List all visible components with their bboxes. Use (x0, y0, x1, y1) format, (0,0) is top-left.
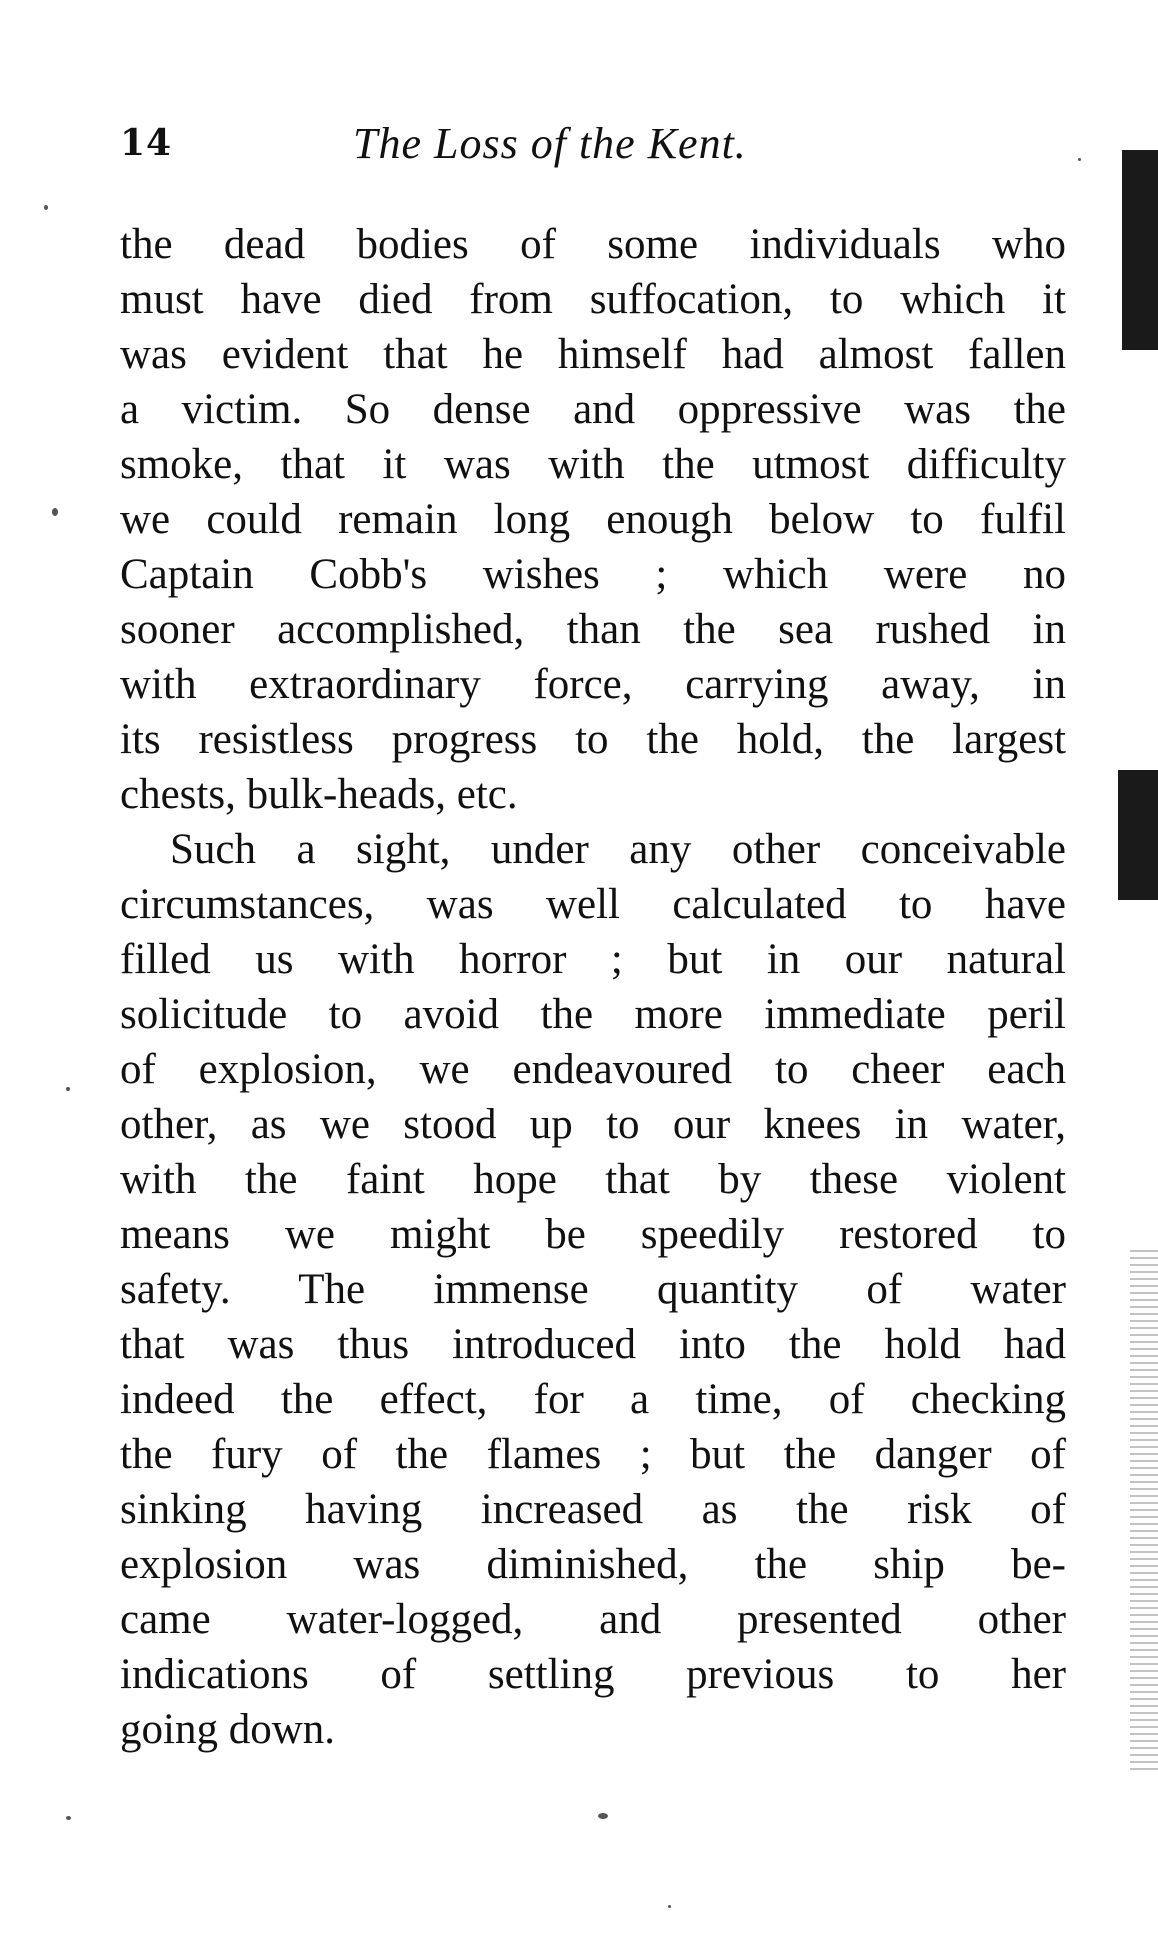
text-line: was evident that he himself had almost fallen (120, 331, 1066, 378)
scan-speck (66, 1816, 71, 1820)
text-line: going down. (120, 1706, 335, 1753)
text-line: other, as we stood up to our knees in water, (120, 1101, 1066, 1148)
scan-speck (598, 1813, 608, 1819)
scan-speck (44, 205, 48, 210)
scan-speck (52, 508, 58, 516)
text-line: came water-logged, and presented other (120, 1596, 1066, 1643)
text-line: sinking having increased as the risk of (120, 1486, 1066, 1533)
text-line: solicitude to avoid the more immediate peril (120, 991, 1066, 1038)
scan-edge-mark-middle (1118, 770, 1158, 900)
scan-speck (668, 1905, 671, 1908)
running-title: The Loss of the Kent. (353, 119, 747, 168)
text-line: the fury of the flames ; but the danger of (120, 1431, 1066, 1478)
text-line: with extraordinary force, carrying away, in (120, 661, 1066, 708)
text-line: filled us with horror ; but in our natural (120, 936, 1066, 983)
text-line: indeed the effect, for a time, of checking (120, 1376, 1066, 1423)
text-line: that was thus introduced into the hold had (120, 1321, 1066, 1368)
scan-speck (1078, 158, 1081, 161)
text-line: sooner accomplished, than the sea rushed in (120, 606, 1066, 653)
text-line: with the faint hope that by these violent (120, 1156, 1066, 1203)
text-line: the dead bodies of some individuals who (120, 221, 1066, 268)
text-line: we could remain long enough below to fulfil (120, 496, 1066, 543)
text-line: chests, bulk-heads, etc. (120, 771, 518, 818)
text-line: must have died from suffocation, to which it (120, 276, 1066, 323)
text-line: means we might be speedily restored to (120, 1211, 1066, 1258)
body-text (120, 217, 1066, 1757)
text-line: a victim. So dense and oppressive was the (120, 386, 1066, 433)
text-line: smoke, that it was with the utmost difficulty (120, 441, 1066, 488)
text-line: its resistless progress to the hold, the largest (120, 716, 1066, 763)
text-line: explosion was diminished, the ship be- (120, 1541, 1066, 1588)
scan-speck (66, 1087, 70, 1091)
text-line: of explosion, we endeavoured to cheer each (120, 1046, 1066, 1093)
page-number: 14 (120, 122, 173, 164)
scan-edge-noise (1130, 1250, 1158, 1770)
text-line: Captain Cobb's wishes ; which were no (120, 551, 1066, 598)
text-line: circumstances, was well calculated to have (120, 881, 1066, 928)
text-line: indications of settling previous to her (120, 1651, 1066, 1698)
text-line: safety. The immense quantity of water (120, 1266, 1066, 1313)
text-line-paragraph-start: Such a sight, under any other conceivable (170, 826, 1066, 873)
scan-edge-mark-top (1122, 150, 1158, 350)
running-head (120, 118, 1070, 178)
